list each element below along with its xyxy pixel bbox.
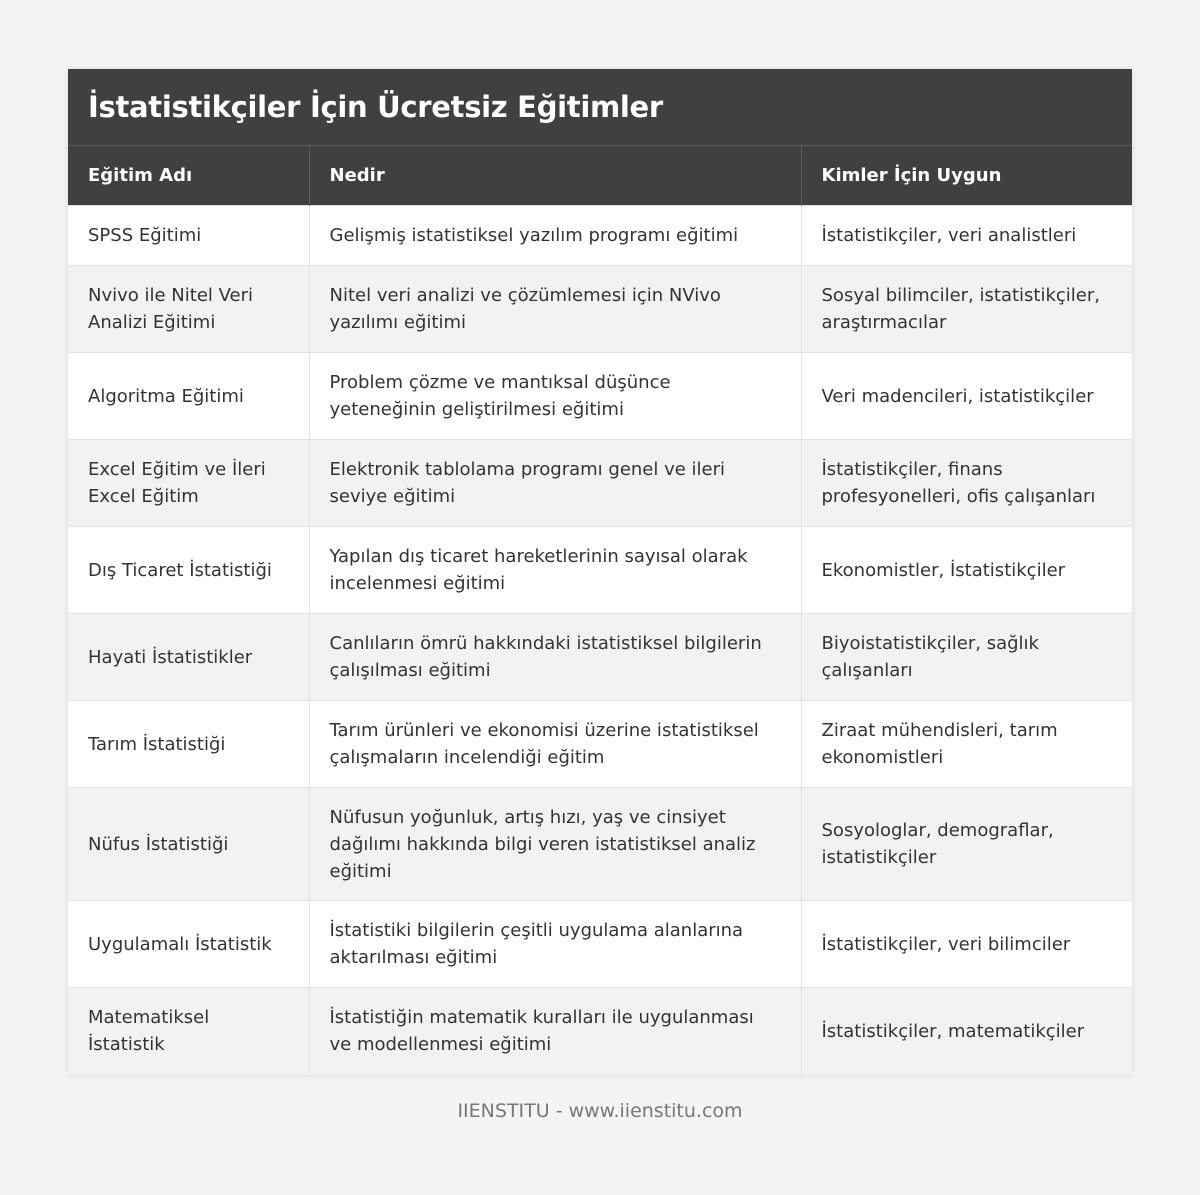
- table-row: [68, 527, 1132, 614]
- audience-cell: İstatistikçiler, veri analistleri: [801, 206, 1132, 266]
- description-cell: İstatistiki bilgilerin çeşitli uygulama alanlarına aktarılması eğitimi: [309, 901, 801, 988]
- description-cell: Elektronik tablolama programı genel ve ileri seviye eğitimi: [309, 440, 801, 527]
- training-name-cell: Tarım İstatistiği: [68, 701, 309, 788]
- description-cell: Nitel veri analizi ve çözümlemesi için NVivo yazılımı eğitimi: [309, 266, 801, 353]
- training-name-cell: Nvivo ile Nitel Veri Analizi Eğitimi: [68, 266, 309, 353]
- table-row: [68, 353, 1132, 440]
- description-cell: Gelişmiş istatistiksel yazılım programı eğitimi: [309, 206, 801, 266]
- trainings-table-card: [68, 69, 1132, 1075]
- table-title: İstatistikçiler İçin Ücretsiz Eğitimler: [88, 90, 663, 124]
- training-name-cell: Uygulamalı İstatistik: [68, 901, 309, 988]
- table-row: [68, 440, 1132, 527]
- description-cell: Yapılan dış ticaret hareketlerinin sayısal olarak incelenmesi eğitimi: [309, 527, 801, 614]
- table-row: [68, 206, 1132, 266]
- audience-cell: Sosyal bilimciler, istatistikçiler, araştırmacılar: [801, 266, 1132, 353]
- column-header-description: Nedir: [309, 146, 801, 206]
- training-name-cell: Hayati İstatistikler: [68, 614, 309, 701]
- training-name-cell: Nüfus İstatistiği: [68, 788, 309, 901]
- training-name-cell: Dış Ticaret İstatistiği: [68, 527, 309, 614]
- audience-cell: İstatistikçiler, matematikçiler: [801, 988, 1132, 1075]
- audience-cell: Ekonomistler, İstatistikçiler: [801, 527, 1132, 614]
- table-row: [68, 988, 1132, 1075]
- audience-cell: Biyoistatistikçiler, sağlık çalışanları: [801, 614, 1132, 701]
- table-row: [68, 701, 1132, 788]
- description-cell: Tarım ürünleri ve ekonomisi üzerine istatistiksel çalışmaların incelendiği eğitim: [309, 701, 801, 788]
- column-header-audience: Kimler İçin Uygun: [801, 146, 1132, 206]
- training-name-cell: Matematiksel İstatistik: [68, 988, 309, 1075]
- training-name-cell: SPSS Eğitimi: [68, 206, 309, 266]
- table-row: [68, 901, 1132, 988]
- description-cell: İstatistiğin matematik kuralları ile uygulanması ve modellenmesi eğitimi: [309, 988, 801, 1075]
- audience-cell: Sosyologlar, demograflar, istatistikçiler: [801, 788, 1132, 901]
- description-cell: Nüfusun yoğunluk, artış hızı, yaş ve cinsiyet dağılımı hakkında bilgi veren istatistiksel analiz eğitimi: [309, 788, 801, 901]
- table-row: [68, 614, 1132, 701]
- trainings-table: [68, 145, 1132, 1075]
- table-row: [68, 788, 1132, 901]
- table-title-bar: [68, 69, 1132, 145]
- audience-cell: Ziraat mühendisleri, tarım ekonomistleri: [801, 701, 1132, 788]
- description-cell: Canlıların ömrü hakkındaki istatistiksel bilgilerin çalışılması eğitimi: [309, 614, 801, 701]
- training-name-cell: Algoritma Eğitimi: [68, 353, 309, 440]
- table-header-row: [68, 146, 1132, 206]
- audience-cell: İstatistikçiler, finans profesyonelleri, ofis çalışanları: [801, 440, 1132, 527]
- table-row: [68, 266, 1132, 353]
- footer-credit: IIENSTITU - www.iienstitu.com: [457, 1100, 743, 1122]
- description-cell: Problem çözme ve mantıksal düşünce yeteneğinin geliştirilmesi eğitimi: [309, 353, 801, 440]
- audience-cell: İstatistikçiler, veri bilimciler: [801, 901, 1132, 988]
- audience-cell: Veri madencileri, istatistikçiler: [801, 353, 1132, 440]
- column-header-training-name: Eğitim Adı: [68, 146, 309, 206]
- training-name-cell: Excel Eğitim ve İleri Excel Eğitim: [68, 440, 309, 527]
